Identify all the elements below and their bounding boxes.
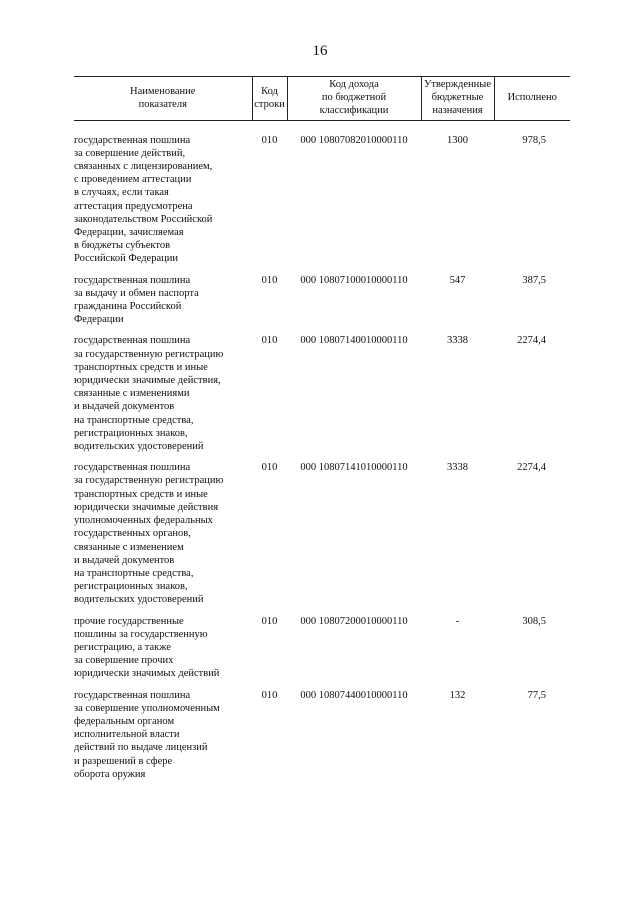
row-indicator-name: государственная пошлина за государственную регистрацию транспортных средств и иные юридически значимые действия, связанные с изменениями и выдачей документов на транспортные средства, регистрационных знаков, водительских удостоверений — [74, 335, 224, 453]
row-approved: - — [455, 615, 460, 627]
row-approved: 132 — [449, 689, 466, 701]
row-approved: 1300 — [447, 134, 468, 146]
table-row — [74, 274, 570, 327]
row-executed: 308,5 — [522, 615, 546, 627]
row-executed: 978,5 — [522, 134, 546, 146]
row-approved: 3338 — [447, 462, 468, 474]
table-header-row — [74, 77, 570, 121]
row-indicator-name: государственная пошлина за выдачу и обмен паспорта гражданина Российской Федерации — [74, 274, 199, 326]
header-indicator-name: Наименование показателя — [74, 77, 252, 121]
row-indicator-name: государственная пошлина за государственную регистрацию транспортных средств и иные юридически значимые действия уполномоченных федеральных государственных органов, связанные с изменением и выдачей документов на транспортные средства, регистрационных знаков, водительских удостоверений — [74, 462, 224, 606]
row-line-code: 010 — [261, 462, 278, 474]
row-income-code: 000 10807082010000110 — [300, 134, 408, 146]
row-income-code: 000 10807200010000110 — [300, 615, 408, 627]
row-income-code: 000 10807141010000110 — [300, 462, 408, 474]
header-approved-appropriations: Утвержденные бюджетные назначения — [421, 77, 494, 121]
header-line-code: Код строки — [252, 77, 287, 121]
table-row — [74, 134, 570, 266]
row-approved: 547 — [449, 274, 466, 286]
header-income-code: Код дохода по бюджетной классификации — [287, 77, 421, 121]
row-line-code: 010 — [261, 134, 278, 146]
header-executed: Исполнено — [494, 77, 570, 121]
page-number: 16 — [312, 43, 328, 59]
row-indicator-name: государственная пошлина за совершение уполномоченным федеральным органом исполнительной власти действий по выдаче лицензий и разрешений в сфере оборота оружия — [74, 689, 220, 780]
row-line-code: 010 — [261, 335, 278, 347]
table-row — [74, 689, 570, 781]
table-row — [74, 334, 570, 453]
table-row — [74, 615, 570, 681]
row-executed: 77,5 — [527, 689, 546, 701]
row-indicator-name: прочие государственные пошлины за государственную регистрацию, а также за совершение прочих юридически значимых действий — [74, 615, 220, 680]
row-executed: 387,5 — [522, 274, 546, 286]
row-executed: 2274,4 — [517, 335, 546, 347]
row-income-code: 000 10807440010000110 — [300, 689, 408, 701]
row-income-code: 000 10807100010000110 — [300, 274, 408, 286]
row-indicator-name: государственная пошлина за совершение действий, связанных с лицензированием, с проведением аттестации в случаях, если такая аттестация предусмотрена законодательством Российской Федерации, зачисляемая в бюджеты субъектов Российской Федерации — [74, 134, 213, 265]
row-line-code: 010 — [261, 274, 278, 286]
row-executed: 2274,4 — [517, 462, 546, 474]
row-income-code: 000 10807140010000110 — [300, 335, 408, 347]
table-row — [74, 461, 570, 606]
budget-income-table — [74, 76, 570, 781]
row-line-code: 010 — [261, 689, 278, 701]
row-line-code: 010 — [261, 615, 278, 627]
row-approved: 3338 — [447, 335, 468, 347]
